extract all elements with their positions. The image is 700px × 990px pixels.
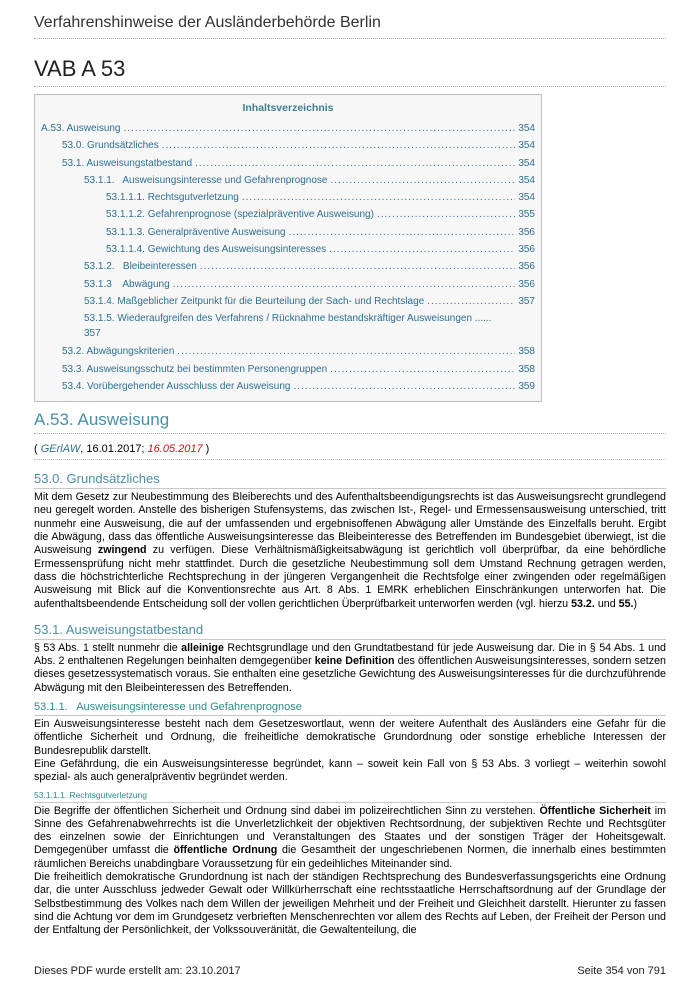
heading-53-1-1: 53.1.1. Ausweisungsinteresse und Gefahrenprognose [34, 701, 666, 716]
paragraph-53-1-1-1-a: Die Begriffe der öffentlichen Sicherheit und Ordnung sind dabei im polizeirechtlichen Sinn zu verstehen. Öffentliche Sicherheit im Sinne des Gefahrenabwehrrechts ist die Unverletzlichkeit der objektiven Rechtsordnung, der subjektiven Rechte und Rechtsgüter des einzelnen sowie der Einrichtungen und Veranstaltungen des Staates und der sonstigen Träger der Hoheitsgewalt. Demgegenüber umfasst die öffentliche Ordnung die Gesamtheit der ungeschriebenen Normen, die innerhalb eines bestimmten räumlichen Bereichs unabdingbare Voraussetzung für ein gedeihliches Miteinander sind. [34, 804, 667, 870]
document-title: VAB A 53 [34, 56, 666, 87]
ref-link[interactable]: 53.2. [571, 597, 595, 610]
footer-page-number: Seite 354 von 791 [577, 965, 666, 977]
ref-link[interactable]: 55. [618, 597, 634, 610]
document-page [34, 0, 666, 937]
changed-date: 16.05.2017 [147, 443, 203, 456]
section-title-a53: A.53. Ausweisung [34, 410, 666, 434]
paragraph-53-1-1-a: Ein Ausweisungsinteresse besteht nach dem Gesetzeswortlaut, wenn der weitere Aufenthalt des Ausländers eine Gefahr für die öffentliche Sicherheit und Ordnung, die freiheitliche demokratische Grundordnung oder sonstige erhebliche Interessen der Bundesrepublik darstellt. [34, 718, 666, 757]
page-footer [34, 965, 666, 977]
toc-item[interactable]: 53.0. Grundsätzliches ..... 354 [41, 137, 535, 154]
page-header: Verfahrenshinweise der Ausländerbehörde Berlin [34, 14, 666, 39]
source-link[interactable]: GErlAW [40, 443, 81, 456]
toc-item[interactable]: 53.1.2. Bleibeinteressen ..... 356 [41, 258, 535, 275]
heading-53-0: 53.0. Grundsätzliches [34, 471, 666, 489]
footer-created: Dieses PDF wurde erstellt am: 23.10.2017 [34, 965, 241, 977]
paragraph-53-1-1-1-b: Die freiheitlich demokratische Grundordnung ist nach der ständigen Rechtsprechung des Bundesverfassungsgerichts eine Ordnung dar, die unter Ausschluss jedweder Gewalt oder Willkürherrschaft eine rechtsstaatliche Herrschaftsordnung auf der Grundlage der Selbstbestimmung des Volkes nach dem Willen der jeweiligen Mehrheit und der Freiheit und Gleichheit darstellt. Hierunter zu fassen sind die Achtung vor dem im Grundgesetz verbrieften Menschenrechten vor allem des Rechts auf Leben, der Freiheit der Person und der Entfaltung der Persönlichkeit, der Volkssouveränität, die Gewaltenteilung, die [34, 870, 666, 937]
heading-53-1: 53.1. Ausweisungstatbestand [34, 622, 666, 640]
toc-item[interactable]: 53.3. Ausweisungsschutz bei bestimmten Personengruppen ..... 358 [41, 361, 535, 378]
table-of-contents [34, 94, 542, 402]
toc-item[interactable]: 53.1.3 Abwägung ..... 356 [41, 276, 535, 293]
toc-item[interactable]: 53.1.1.4. Gewichtung des Ausweisungsinteresses ..... 356 [41, 241, 535, 258]
toc-item[interactable]: 53.1.1.3. Generalpräventive Ausweisung ..... 356 [41, 224, 535, 241]
toc-item[interactable]: A.53. Ausweisung ..... 354 [41, 120, 535, 137]
section-meta: ( GErlAW, 16.01.2017; 16.05.2017 ) [34, 443, 666, 460]
toc-title: Inhaltsverzeichnis [242, 102, 334, 114]
toc-item[interactable]: 53.1.1.2. Gefahrenprognose (spezialpräventive Ausweisung) ..... 355 [41, 206, 535, 223]
toc-item[interactable]: 53.1. Ausweisungstatbestand ..... 354 [41, 155, 535, 172]
toc-item[interactable]: 53.1.1. Ausweisungsinteresse und Gefahrenprognose ..... 354 [41, 172, 535, 189]
toc-item[interactable]: 53.1.1.1. Rechtsgutverletzung ..... 354 [41, 189, 535, 206]
toc-item[interactable]: 53.2. Abwägungskriterien ..... 358 [41, 343, 535, 360]
paragraph-53-0: Mit dem Gesetz zur Neubestimmung des Bleiberechts und des Aufenthaltsbeendigungsrechts ist das Ausweisungsrecht grundlegend neu geregelt worden. Anstelle des bisherigen Stufensystems, das zwischen Ist-, Regel- und Ermessensausweisung unterschied, tritt nunmehr eine Ausweisung, die auf der umfassenden und ergebnisoffenen Abwägung aller Umstände des Einzelfalls beruht. Ergibt die Abwägung, dass das öffentliche Ausweisungsinteresse das Bleibeinteresse des Betreffenden im Bundesgebiet überwiegt, ist die Ausweisung zwingend zu verfügen. Diese Verhältnismäßigkeitsabwägung ist gerichtlich voll überprüfbar, da eine behördliche Ermessensprüfung nicht mehr stattfindet. Durch die gesetzliche Neubestimmung soll dem Umstand Rechnung getragen werden, dass die höchstrichterliche Rechtsprechung in der jüngeren Vergangenheit die Rechtsfolge einer zwingenden oder regelmäßigen Ausweisung mit Blick auf die Konventionsrechte aus Art. 8 Abs. 1 EMRK erheblichen Einschränkungen unterworfen hat. Die aufenthaltsbeendende Entscheidung soll der vollen gerichtlichen Überprüfbarkeit unterworfen werden (vgl. hierzu 53.2. und 55.) [34, 491, 666, 610]
heading-53-1-1-1: 53.1.1.1. Rechtsgutverletzung [34, 790, 666, 803]
paragraph-53-1: § 53 Abs. 1 stellt nunmehr die alleinige Rechtsgrundlage und den Grundtatbestand für jede Ausweisung dar. Die in § 54 Abs. 1 und Abs. 2 enthaltenen Regelungen beinhalten demgegenüber keine Definition des öffentlichen Ausweisungsinteresses, sondern setzen dieses gesetzessystematisch voraus. Sie enthalten eine gesetzliche Gewichtung des Ausweisungsinteresses für die durchzuführende Abwägung mit den Bleibeinteressen des Betreffenden. [34, 641, 666, 694]
toc-item[interactable]: 53.1.5. Wiederaufgreifen des Verfahrens / Rücknahme bestandskräftiger Ausweisungen ...... 357 [84, 313, 492, 340]
toc-item[interactable]: 53.1.4. Maßgeblicher Zeitpunkt für die Beurteilung der Sach- und Rechtslage ..... 357 [41, 293, 535, 310]
toc-item[interactable]: 53.4. Vorübergehender Ausschluss der Ausweisung ..... 359 [41, 378, 535, 395]
paragraph-53-1-1-b: Eine Gefährdung, die ein Ausweisungsinteresse begründet, kann – soweit kein Fall von § 53 Abs. 3 vorliegt – weiterhin sowohl spezial- als auch generalpräventiv begründet werden. [34, 757, 666, 784]
